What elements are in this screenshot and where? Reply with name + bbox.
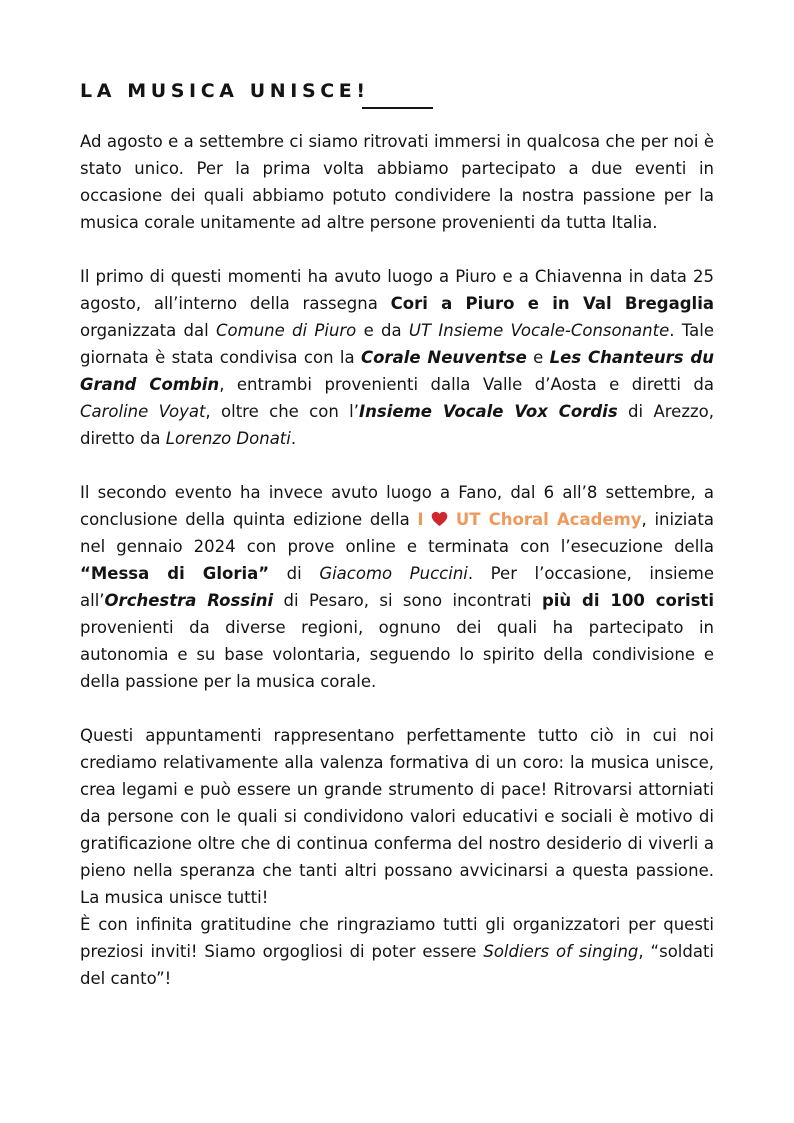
messa-title: “Messa di Gloria”	[80, 564, 270, 583]
text-span: e	[526, 348, 550, 367]
text-span: di	[269, 564, 320, 583]
text-span: , entrambi provenienti dalla Valle d’Aosta e diretti da	[219, 375, 714, 394]
page-title: LA MUSICA UNISCE!	[80, 80, 370, 102]
text-span: organizzata dal	[80, 321, 216, 340]
text-span: Il primo di questi momenti ha avuto luogo a Piuro e a Chiavenna in data 25 agosto, all’interno della rassegna	[80, 267, 714, 313]
text-span: È con infinita gratitudine che ringraziamo tutti gli organizzatori per questi preziosi inviti! Siamo orgogliosi di poter essere	[80, 915, 714, 961]
text-span: , iniziata nel gennaio 2024 con prove online e terminata con l’esecuzione della	[80, 510, 715, 556]
text-span: . Tale giornata è stata condivisa con la	[80, 321, 715, 367]
paragraph-values: Questi appuntamenti rappresentano perfettamente tutto ciò in cui noi crediamo relativamente alla valenza formativa di un coro: la musica unisce, crea legami e può essere un grande strumento di pace! Ritrovarsi attorniati da persone con le quali si condividono valori educativi e sociali è motivo di gratificazione oltre che di continua conferma del nostro desiderio di viverli a pieno nella speranza che tanti altri possano avvicinarsi a questa passione. La musica unisce tutti!	[80, 726, 714, 907]
director-caroline: Caroline Voyat	[80, 402, 206, 421]
text-span: , “soldati del canto”!	[80, 942, 715, 988]
academy-i: I	[417, 510, 424, 529]
paragraph-piuro	[80, 263, 714, 452]
text-span: Il secondo evento ha invece avuto luogo a Fano, dal 6 all’8 settembre, a conclusione della quinta edizione della	[80, 483, 714, 529]
orchestra-name: Orchestra Rossini	[104, 591, 274, 610]
paragraph-intro: Ad agosto e a settembre ci siamo ritrovati immersi in qualcosa che per noi è stato unico. Per la prima volta abbiamo partecipato a due eventi in occasione dei quali abbiamo potuto condividere la nostra passione per la musica corale unitamente ad altre persone provenienti da tutta Italia.	[80, 132, 714, 232]
ut-name: UT Insieme Vocale-Consonante	[408, 321, 670, 340]
soldiers-phrase: Soldiers of singing	[483, 942, 639, 961]
voxcordis-name: Insieme Vocale Vox Cordis	[359, 402, 618, 421]
corale-name: Corale Neuventse	[360, 348, 527, 367]
rassegna-name: Cori a Piuro e in Val Bregaglia	[390, 294, 714, 313]
article-body	[80, 128, 714, 992]
text-span: di Arezzo, diretto da	[80, 402, 714, 448]
academy-name: UT Choral Academy	[455, 510, 642, 529]
comune-name: Comune di Piuro	[216, 321, 357, 340]
title-row	[80, 78, 714, 118]
coristi-count: più di 100 coristi	[541, 591, 714, 610]
composer-name: Giacomo Puccini	[319, 564, 468, 583]
text-span: . Per l’occasione, insieme all’	[80, 564, 714, 610]
text-span: provenienti da diverse regioni, ognuno dei quali ha partecipato in autonomia e su base volontaria, seguendo lo spirito della condivisione e della passione per la musica corale.	[80, 618, 714, 691]
text-span: .	[290, 429, 297, 448]
director-lorenzo: Lorenzo Donati	[165, 429, 291, 448]
title-underline	[362, 107, 433, 109]
paragraph-fano	[80, 479, 714, 695]
paragraph-thanks	[80, 911, 714, 992]
text-span: di Pesaro, si sono incontrati	[273, 591, 542, 610]
chanteurs-name: Les Chanteurs du Grand Combin	[80, 348, 714, 394]
text-span: e da	[356, 321, 409, 340]
heart-icon	[431, 511, 448, 527]
text-span: , oltre che con l’	[205, 402, 360, 421]
